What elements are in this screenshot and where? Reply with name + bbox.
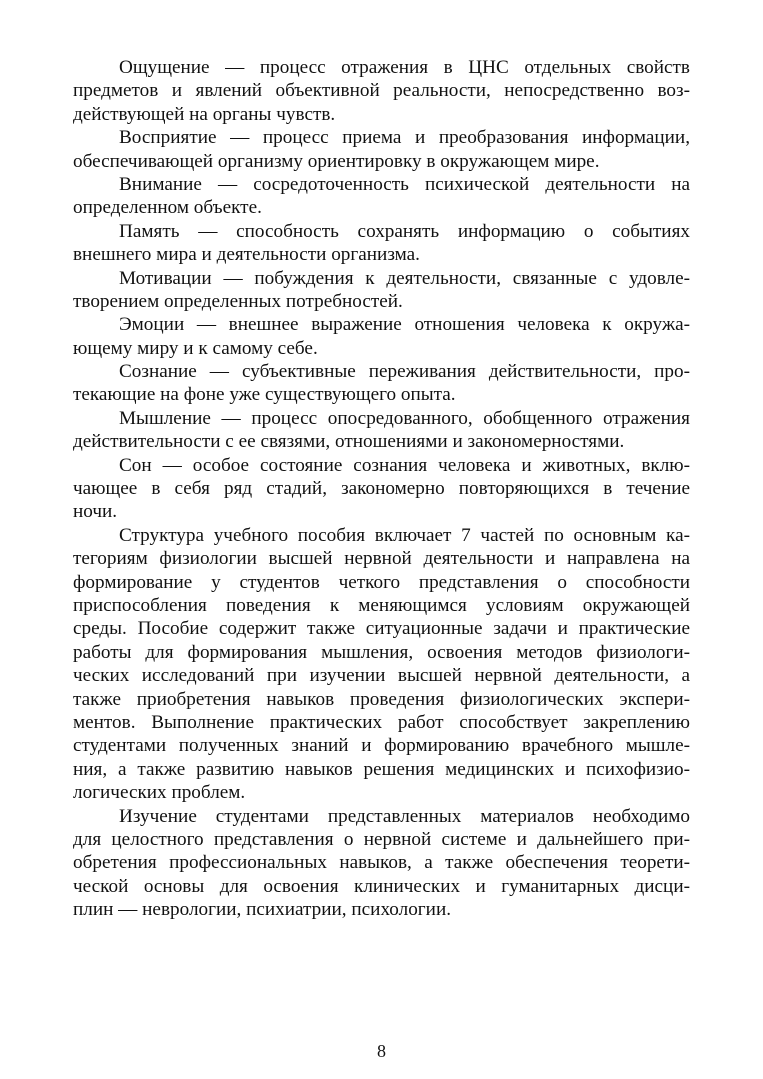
text-line: ния, а также развитию навыков решения медицинских и психофизио-	[73, 758, 690, 780]
text-line: приспособления поведения к меняющимся условиям окружающей	[73, 594, 690, 616]
paragraph-thinking	[73, 407, 690, 454]
text-line: текающие на фоне уже существующего опыта.	[73, 384, 456, 406]
text-line: Сон — особое состояние сознания человека и животных, вклю-	[119, 454, 690, 476]
text-line: ющему миру и к самому себе.	[73, 337, 318, 359]
text-line: Мышление — процесс опосредованного, обобщенного отражения	[119, 407, 690, 429]
text-line: Структура учебного пособия включает 7 частей по основным ка-	[119, 524, 690, 546]
text-line: Изучение студентами представленных материалов необходимо	[119, 805, 690, 827]
text-line: Эмоции — внешнее выражение отношения человека к окружа-	[119, 314, 690, 336]
text-line: действительности с ее связями, отношениями и закономерностями.	[73, 431, 625, 453]
paragraph-manual-structure	[73, 524, 690, 805]
paragraph-consciousness	[73, 360, 690, 407]
text-line: обретения профессиональных навыков, а также обеспечения теорети-	[73, 852, 690, 874]
text-line: Сознание — субъективные переживания действительности, про-	[119, 361, 690, 383]
text-line: Мотивации — побуждения к деятельности, связанные с удовле-	[119, 267, 690, 289]
text-line: логических проблем.	[73, 782, 246, 804]
paragraph-emotions	[73, 313, 690, 360]
text-line: действующей на органы чувств.	[73, 103, 336, 125]
paragraph-sensation	[73, 56, 690, 126]
text-line: Восприятие — процесс приема и преобразования информации,	[119, 127, 690, 149]
text-line: ночи.	[73, 501, 118, 523]
text-line: работы для формирования мышления, освоения методов физиологи-	[73, 641, 690, 663]
text-line: чающее в себя ряд стадий, закономерно повторяющихся в течение	[73, 478, 690, 500]
text-line: творением определенных потребностей.	[73, 290, 403, 312]
text-line: определенном объекте.	[73, 197, 262, 219]
text-line: ческой основы для освоения клинических и гуманитарных дисци-	[73, 875, 690, 897]
page-number: 8	[377, 1041, 386, 1061]
text-line: Память — способность сохранять информацию о событиях	[119, 220, 690, 242]
text-line: предметов и явлений объективной реальности, непосредственно воз-	[73, 80, 690, 102]
text-line: внешнего мира и деятельности организма.	[73, 244, 420, 266]
text-line: для целостного представления о нервной системе и дальнейшего при-	[73, 828, 690, 850]
text-line: ментов. Выполнение практических работ способствует закреплению	[73, 711, 690, 733]
text-line: среды. Пособие содержит также ситуационные задачи и практические	[73, 618, 690, 640]
paragraph-motivation	[73, 267, 690, 314]
text-line: плин — неврологии, психиатрии, психологии.	[73, 899, 452, 921]
text-line: тегориям физиологии высшей нервной деятельности и направлена на	[73, 548, 690, 570]
text-line: также приобретения навыков проведения физиологических экспери-	[73, 688, 690, 710]
text-line: Внимание — сосредоточенность психической деятельности на	[119, 173, 690, 195]
paragraph-attention	[73, 173, 690, 220]
paragraph-sleep	[73, 454, 690, 524]
paragraph-perception	[73, 126, 690, 173]
paragraph-study-materials	[73, 805, 690, 922]
text-line: обеспечивающей организму ориентировку в окружающем мире.	[73, 150, 600, 172]
text-line: Ощущение — процесс отражения в ЦНС отдельных свойств	[119, 57, 690, 78]
paragraph-memory	[73, 220, 690, 267]
text-line: формирование у студентов четкого представления о способности	[73, 571, 690, 593]
text-line: студентами полученных знаний и формированию врачебного мышле-	[73, 735, 690, 757]
page-body	[73, 56, 690, 921]
text-line: ческих исследований при изучении высшей нервной деятельности, а	[73, 665, 690, 687]
